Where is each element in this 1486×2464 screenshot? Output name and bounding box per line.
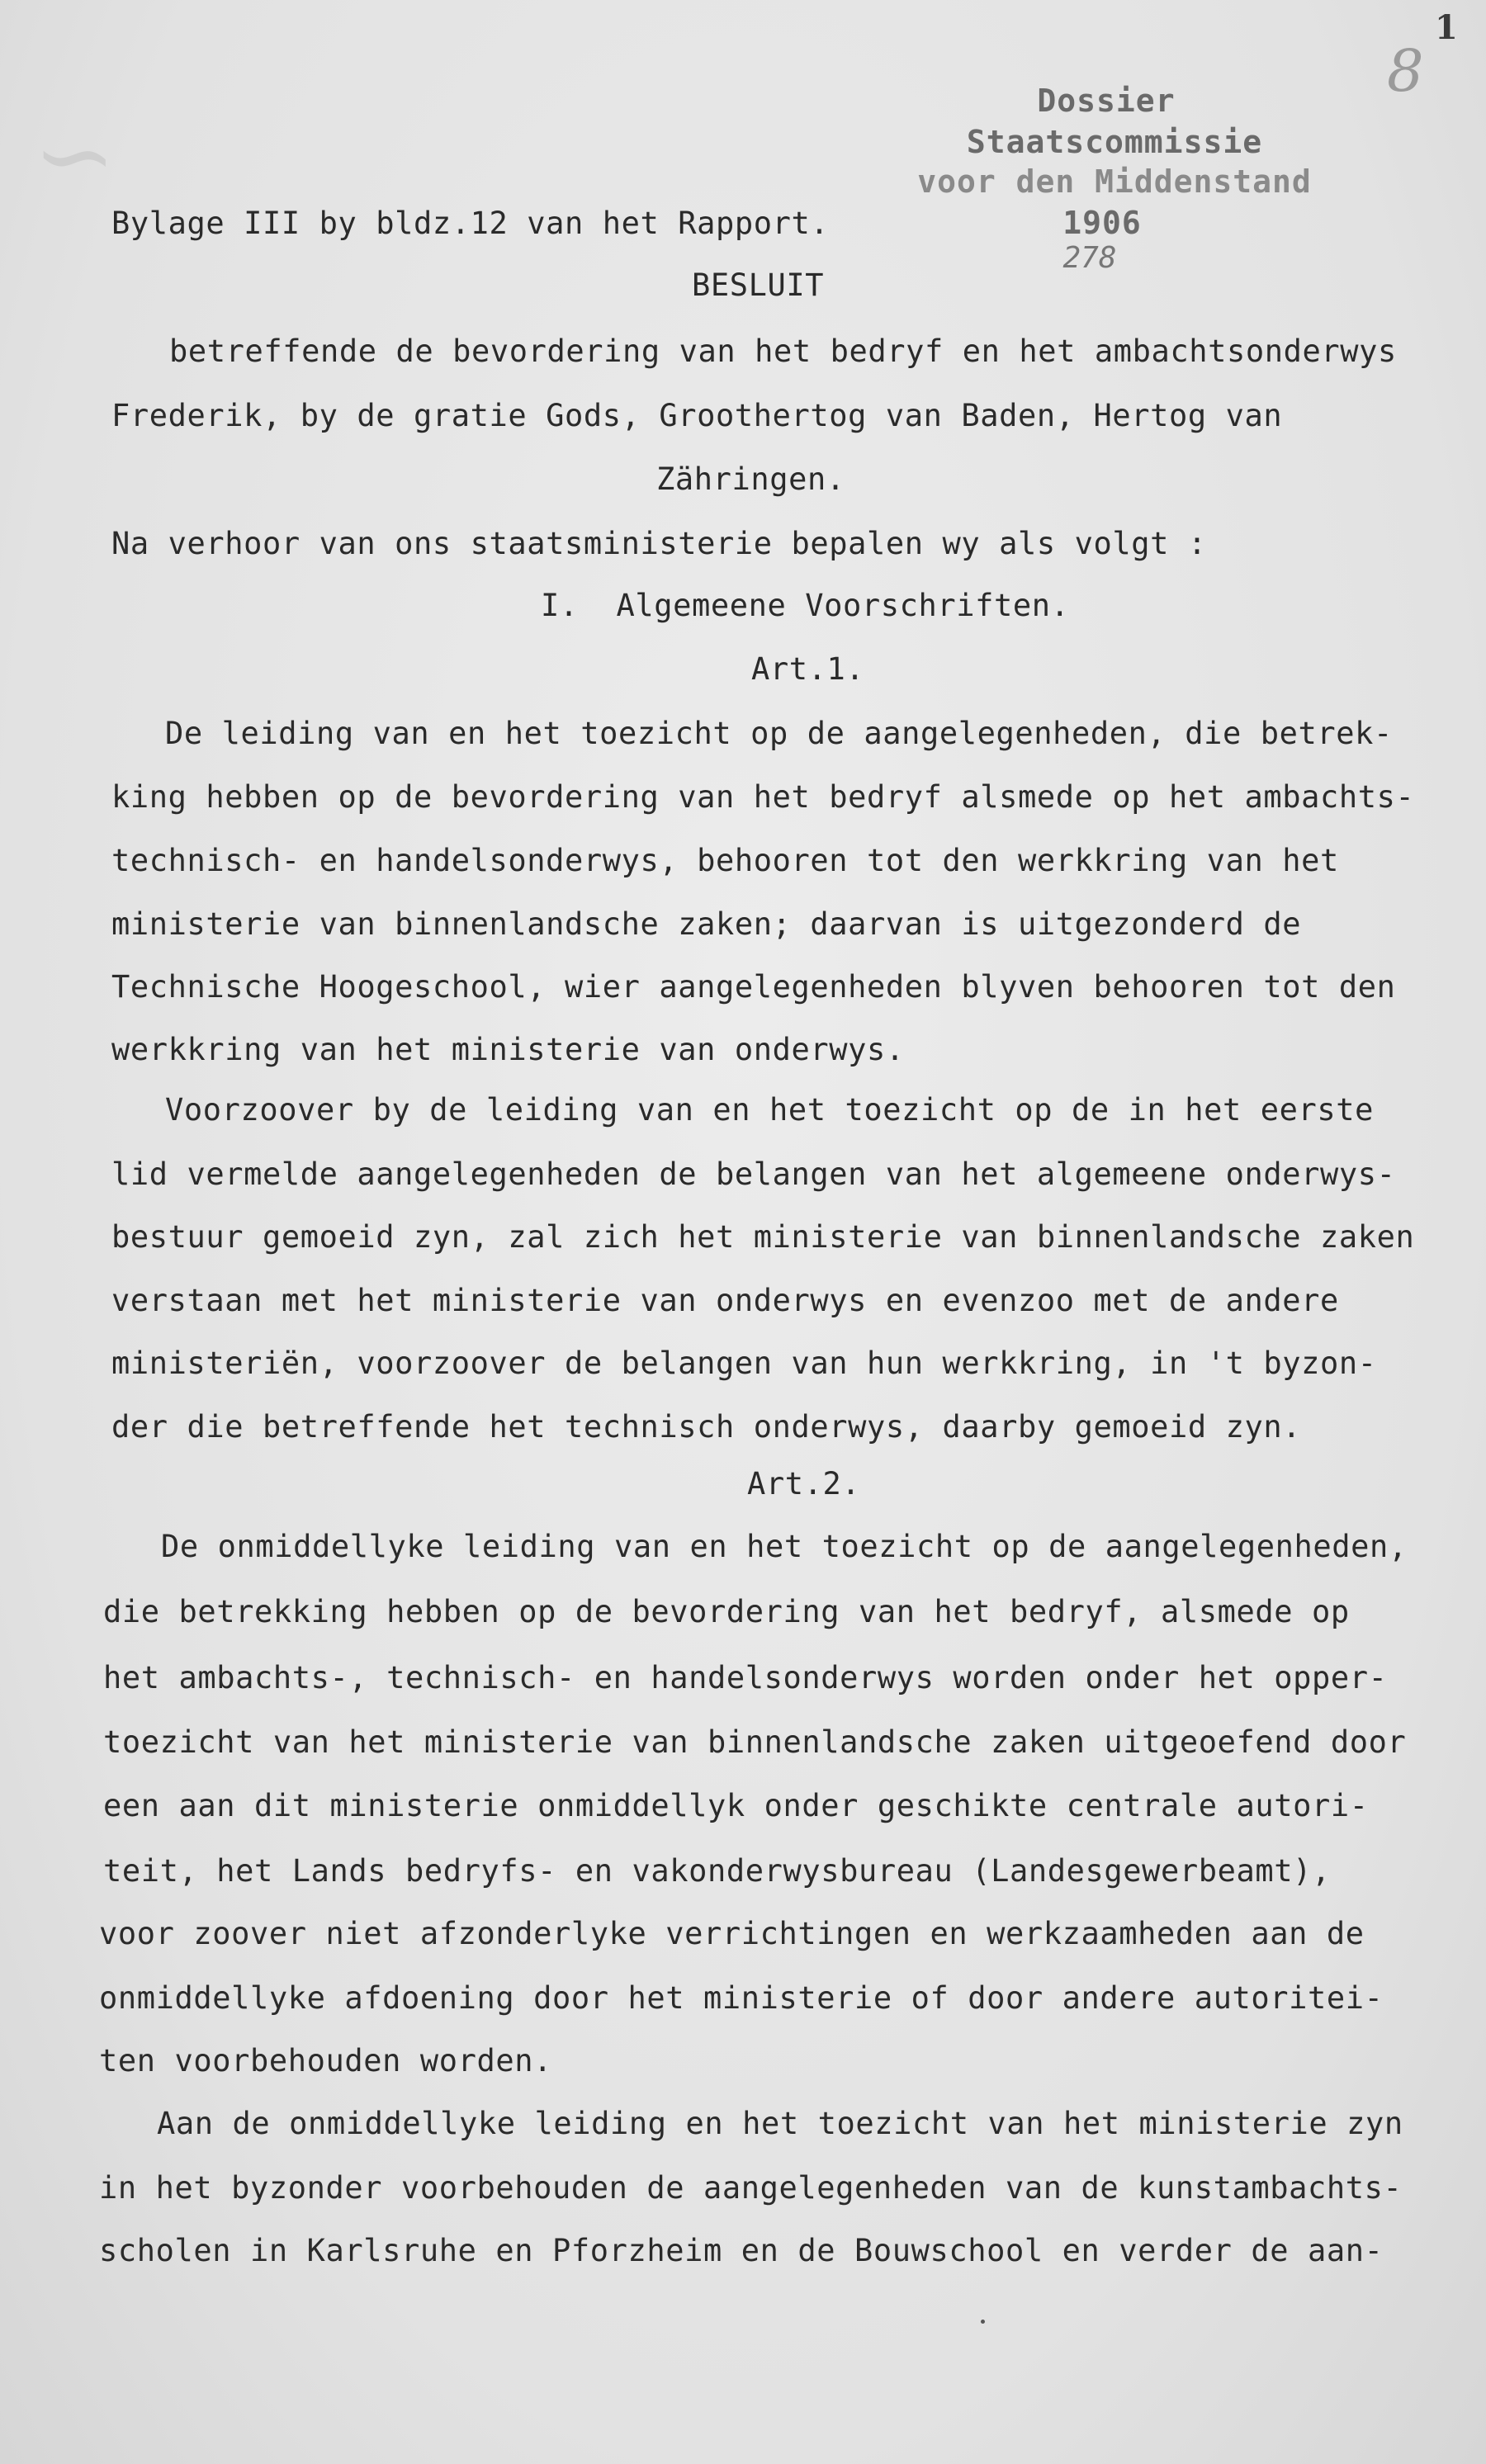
art1-line: werkkring van het ministerie van onderwys.: [111, 1032, 905, 1067]
stamp-line-3: voor den Middenstand: [917, 163, 1312, 200]
sovereign-line-1: Frederik, by de gratie Gods, Groothertog van Baden, Hertog van: [111, 398, 1283, 433]
art2-line: scholen in Karlsruhe en Pforzheim en de Bouwschool en verder de aan-: [99, 2233, 1384, 2268]
ink-dot: [981, 2320, 985, 2324]
document-title: BESLUIT: [692, 267, 825, 303]
art1-line: ministerie van binnenlandsche zaken; daarvan is uitgezonderd de: [111, 906, 1302, 942]
art2-line: Aan de onmiddellyke leiding en het toezicht van het ministerie zyn: [157, 2106, 1403, 2141]
archive-number-mark: 8: [1387, 37, 1424, 105]
art1-line: verstaan met het ministerie van onderwys en evenzoo met de andere: [111, 1283, 1339, 1318]
art2-line: onmiddellyke afdoening door het ministerie of door andere autoritei-: [99, 1980, 1384, 2016]
art1-line: technisch- en handelsonderwys, behooren tot den werkkring van het: [111, 843, 1339, 878]
stamp-line-2: Staatscommissie: [966, 124, 1263, 160]
art2-line: teit, het Lands bedryfs- en vakonderwysbureau (Landesgewerbeamt),: [103, 1853, 1331, 1889]
stamp-line-1: Dossier: [1037, 83, 1176, 119]
document-subtitle: betreffende de bevordering van het bedryf en het ambachtsonderwys: [169, 333, 1397, 369]
art2-line: in het byzonder voorbehouden de aangelegenheden van de kunstambachts-: [99, 2170, 1403, 2206]
art1-line: bestuur gemoeid zyn, zal zich het ministerie van binnenlandsche zaken: [111, 1219, 1415, 1255]
art1-line: De leiding van en het toezicht op de aangelegenheden, die betrek-: [165, 716, 1393, 751]
bleed-through-mark: ∽: [33, 99, 116, 214]
art1-line: king hebben op de bevordering van het bedryf alsmede op het ambachts-: [111, 779, 1415, 815]
stamp-line-4: 1906: [1062, 205, 1142, 241]
art2-line: voor zoover niet afzonderlyke verrichtingen en werkzaamheden aan de: [99, 1916, 1365, 1951]
art1-line: der die betreffende het technisch onderwys, daarby gemoeid zyn.: [111, 1409, 1302, 1445]
art2-line: toezicht van het ministerie van binnenlandsche zaken uitgeoefend door: [103, 1724, 1407, 1760]
preamble: Na verhoor van ons staatsministerie bepalen wy als volgt :: [111, 526, 1207, 561]
art2-line: De onmiddellyke leiding van en het toezicht op de aangelegenheden,: [161, 1529, 1408, 1564]
art2-line: ten voorbehouden worden.: [99, 2043, 553, 2079]
document-header: Bylage III by bldz.12 van het Rapport.: [111, 206, 830, 241]
page-number-mark: 1: [1435, 8, 1458, 47]
art2-line: een aan dit ministerie onmiddellyk onder geschikte centrale autori-: [103, 1788, 1369, 1823]
section-title: I. Algemeene Voorschriften.: [541, 588, 1070, 623]
art2-line: die betrekking hebben op de bevordering van het bedryf, alsmede op: [103, 1594, 1350, 1629]
art1-line: Voorzoover by de leiding van en het toezicht op de in het eerste: [165, 1092, 1375, 1128]
art2-line: het ambachts-, technisch- en handelsonderwys worden onder het opper-: [103, 1660, 1388, 1695]
art2-heading: Art.2.: [747, 1466, 861, 1502]
art1-heading: Art.1.: [751, 651, 865, 687]
art1-line: lid vermelde aangelegenheden de belangen van het algemeene onderwys-: [111, 1156, 1396, 1192]
sovereign-line-2: Zähringen.: [656, 461, 845, 497]
art1-line: Technische Hoogeschool, wier aangelegenheden blyven behooren tot den: [111, 969, 1396, 1005]
archive-stamp: [908, 83, 1321, 275]
stamp-handwritten-number: 278: [1062, 241, 1117, 275]
art1-line: ministeriën, voorzoover de belangen van hun werkkring, in 't byzon-: [111, 1346, 1377, 1381]
